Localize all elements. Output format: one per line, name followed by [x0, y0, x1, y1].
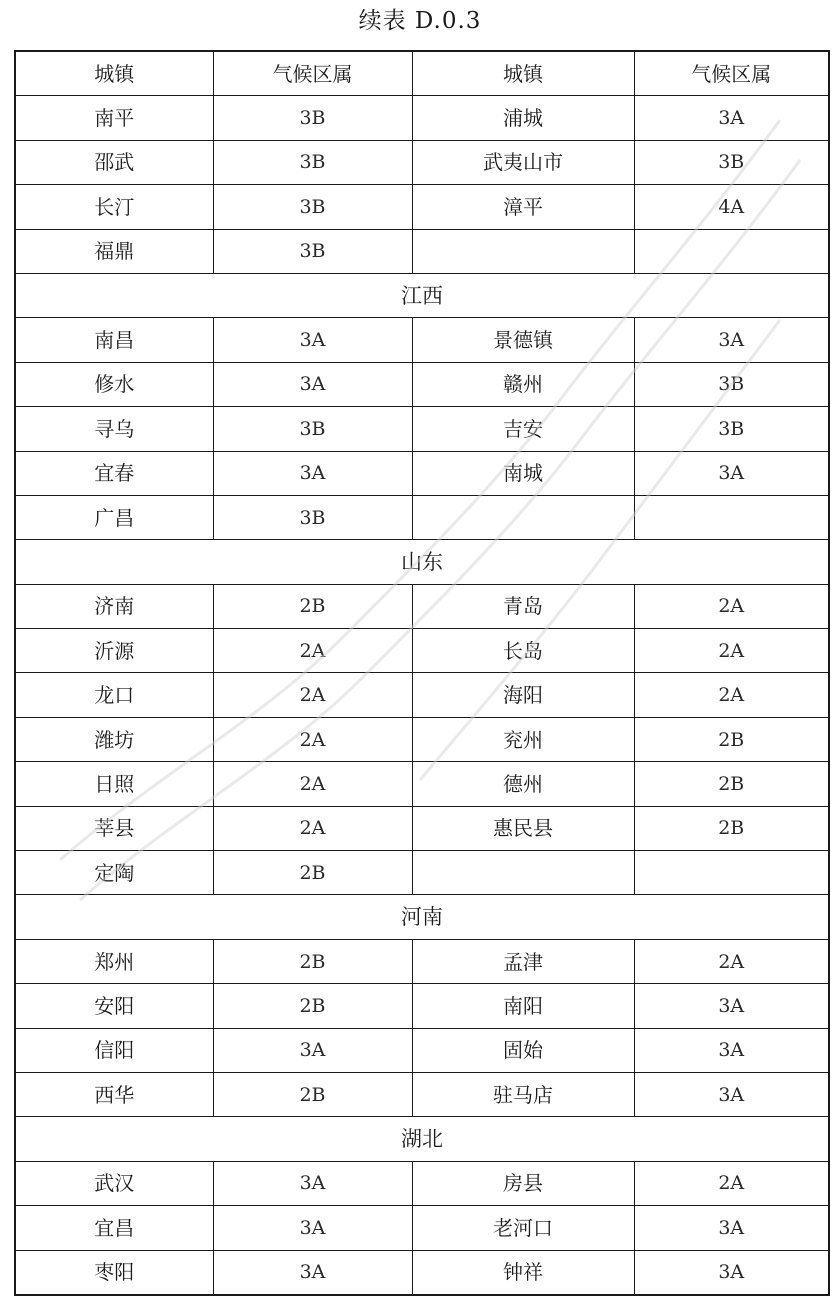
- climate-zone-cell: 2B: [634, 762, 829, 806]
- climate-zone-cell: 3A: [213, 1028, 412, 1072]
- climate-zone-cell: 4A: [634, 185, 829, 229]
- climate-zone-cell: 3A: [634, 318, 829, 362]
- table-title: 续表 D.0.3: [358, 8, 482, 34]
- climate-zone-cell: 2B: [213, 584, 412, 628]
- city-cell: 固始: [412, 1028, 634, 1072]
- city-cell: 海阳: [412, 673, 634, 717]
- city-cell: 长汀: [15, 185, 213, 229]
- city-cell: 济南: [15, 584, 213, 628]
- table-row: [15, 318, 829, 362]
- city-cell: 定陶: [15, 851, 213, 895]
- climate-zone-cell: [634, 229, 829, 273]
- province-label: 河南: [15, 895, 829, 939]
- province-label: 湖北: [15, 1117, 829, 1161]
- city-cell: 南昌: [15, 318, 213, 362]
- city-cell: 浦城: [412, 96, 634, 140]
- table-row: [15, 407, 829, 451]
- table-row: [15, 939, 829, 983]
- climate-zone-cell: 3B: [213, 185, 412, 229]
- table-row: [15, 629, 829, 673]
- province-row: [15, 895, 829, 939]
- header-city-2: 城镇: [412, 51, 634, 96]
- climate-zone-cell: 3A: [634, 1072, 829, 1116]
- city-cell: 长岛: [412, 629, 634, 673]
- table-row: [15, 851, 829, 895]
- climate-zone-cell: 3B: [634, 407, 829, 451]
- climate-zone-cell: 2A: [634, 629, 829, 673]
- table-row: [15, 185, 829, 229]
- climate-zone-cell: 3B: [634, 362, 829, 406]
- table-row: [15, 762, 829, 806]
- climate-zone-cell: 3B: [213, 407, 412, 451]
- table-row: [15, 984, 829, 1028]
- climate-zone-cell: 3A: [213, 1161, 412, 1205]
- climate-zone-cell: 3A: [213, 362, 412, 406]
- table-row: [15, 1250, 829, 1295]
- city-cell: [412, 495, 634, 539]
- table-row: [15, 362, 829, 406]
- city-cell: 龙口: [15, 673, 213, 717]
- city-cell: [412, 229, 634, 273]
- climate-zone-table: [14, 50, 830, 1296]
- table-row: [15, 1206, 829, 1250]
- city-cell: 修水: [15, 362, 213, 406]
- climate-zone-cell: 2B: [213, 851, 412, 895]
- city-cell: 潍坊: [15, 717, 213, 761]
- climate-zone-cell: 3A: [213, 1206, 412, 1250]
- table-row: [15, 717, 829, 761]
- city-cell: 孟津: [412, 939, 634, 983]
- city-cell: 莘县: [15, 806, 213, 850]
- climate-zone-cell: 3A: [213, 1250, 412, 1295]
- city-cell: 郑州: [15, 939, 213, 983]
- climate-zone-cell: 3A: [213, 451, 412, 495]
- city-cell: 钟祥: [412, 1250, 634, 1295]
- city-cell: 南城: [412, 451, 634, 495]
- climate-zone-cell: 2A: [634, 939, 829, 983]
- table-row: [15, 1161, 829, 1205]
- climate-zone-cell: 2A: [213, 629, 412, 673]
- table-row: [15, 495, 829, 539]
- climate-zone-cell: 3A: [634, 1028, 829, 1072]
- climate-zone-cell: 3A: [634, 984, 829, 1028]
- table-row: [15, 806, 829, 850]
- climate-zone-cell: 3B: [213, 96, 412, 140]
- city-cell: 日照: [15, 762, 213, 806]
- city-cell: 西华: [15, 1072, 213, 1116]
- climate-zone-cell: [634, 851, 829, 895]
- city-cell: 邵武: [15, 140, 213, 184]
- city-cell: 驻马店: [412, 1072, 634, 1116]
- table-row: [15, 140, 829, 184]
- climate-zone-cell: 3A: [634, 451, 829, 495]
- climate-zone-cell: 2B: [213, 1072, 412, 1116]
- city-cell: 广昌: [15, 495, 213, 539]
- city-cell: 南阳: [412, 984, 634, 1028]
- city-cell: 信阳: [15, 1028, 213, 1072]
- climate-zone-cell: 2B: [213, 939, 412, 983]
- climate-zone-cell: 3A: [634, 96, 829, 140]
- climate-zone-cell: 2A: [634, 584, 829, 628]
- table-row: [15, 96, 829, 140]
- city-cell: 宜春: [15, 451, 213, 495]
- city-cell: 武夷山市: [412, 140, 634, 184]
- climate-zone-cell: 2A: [213, 673, 412, 717]
- climate-zone-cell: 3B: [213, 229, 412, 273]
- climate-zone-cell: [634, 495, 829, 539]
- table-row: [15, 451, 829, 495]
- climate-zone-cell: 3B: [634, 140, 829, 184]
- city-cell: 房县: [412, 1161, 634, 1205]
- province-row: [15, 540, 829, 584]
- city-cell: 兖州: [412, 717, 634, 761]
- province-label: 江西: [15, 273, 829, 317]
- climate-zone-cell: 2A: [213, 717, 412, 761]
- climate-zone-cell: 3B: [213, 140, 412, 184]
- city-cell: 宜昌: [15, 1206, 213, 1250]
- table-row: [15, 673, 829, 717]
- province-label: 山东: [15, 540, 829, 584]
- climate-zone-cell: 3A: [634, 1250, 829, 1295]
- city-cell: 南平: [15, 96, 213, 140]
- city-cell: 老河口: [412, 1206, 634, 1250]
- city-cell: 寻乌: [15, 407, 213, 451]
- city-cell: 青岛: [412, 584, 634, 628]
- city-cell: 漳平: [412, 185, 634, 229]
- city-cell: 安阳: [15, 984, 213, 1028]
- table-row: [15, 229, 829, 273]
- climate-zone-cell: 2B: [634, 717, 829, 761]
- province-row: [15, 273, 829, 317]
- climate-zone-cell: 2B: [634, 806, 829, 850]
- city-cell: 武汉: [15, 1161, 213, 1205]
- city-cell: 枣阳: [15, 1250, 213, 1295]
- table-body: [15, 51, 829, 1295]
- table-header-row: [15, 51, 829, 96]
- header-city-1: 城镇: [15, 51, 213, 96]
- climate-zone-cell: 3A: [634, 1206, 829, 1250]
- city-cell: 福鼎: [15, 229, 213, 273]
- table-row: [15, 1028, 829, 1072]
- climate-zone-cell: 3A: [213, 318, 412, 362]
- city-cell: 赣州: [412, 362, 634, 406]
- climate-zone-cell: 2A: [634, 673, 829, 717]
- climate-zone-cell: 2A: [213, 762, 412, 806]
- city-cell: 惠民县: [412, 806, 634, 850]
- header-climate-zone-2: 气候区属: [634, 51, 829, 96]
- climate-zone-cell: 2A: [213, 806, 412, 850]
- climate-zone-cell: 2A: [634, 1161, 829, 1205]
- city-cell: 德州: [412, 762, 634, 806]
- city-cell: 沂源: [15, 629, 213, 673]
- climate-zone-cell: 2B: [213, 984, 412, 1028]
- city-cell: 吉安: [412, 407, 634, 451]
- header-climate-zone-1: 气候区属: [213, 51, 412, 96]
- climate-zone-cell: 3B: [213, 495, 412, 539]
- city-cell: [412, 851, 634, 895]
- province-row: [15, 1117, 829, 1161]
- city-cell: 景德镇: [412, 318, 634, 362]
- table-row: [15, 584, 829, 628]
- table-row: [15, 1072, 829, 1116]
